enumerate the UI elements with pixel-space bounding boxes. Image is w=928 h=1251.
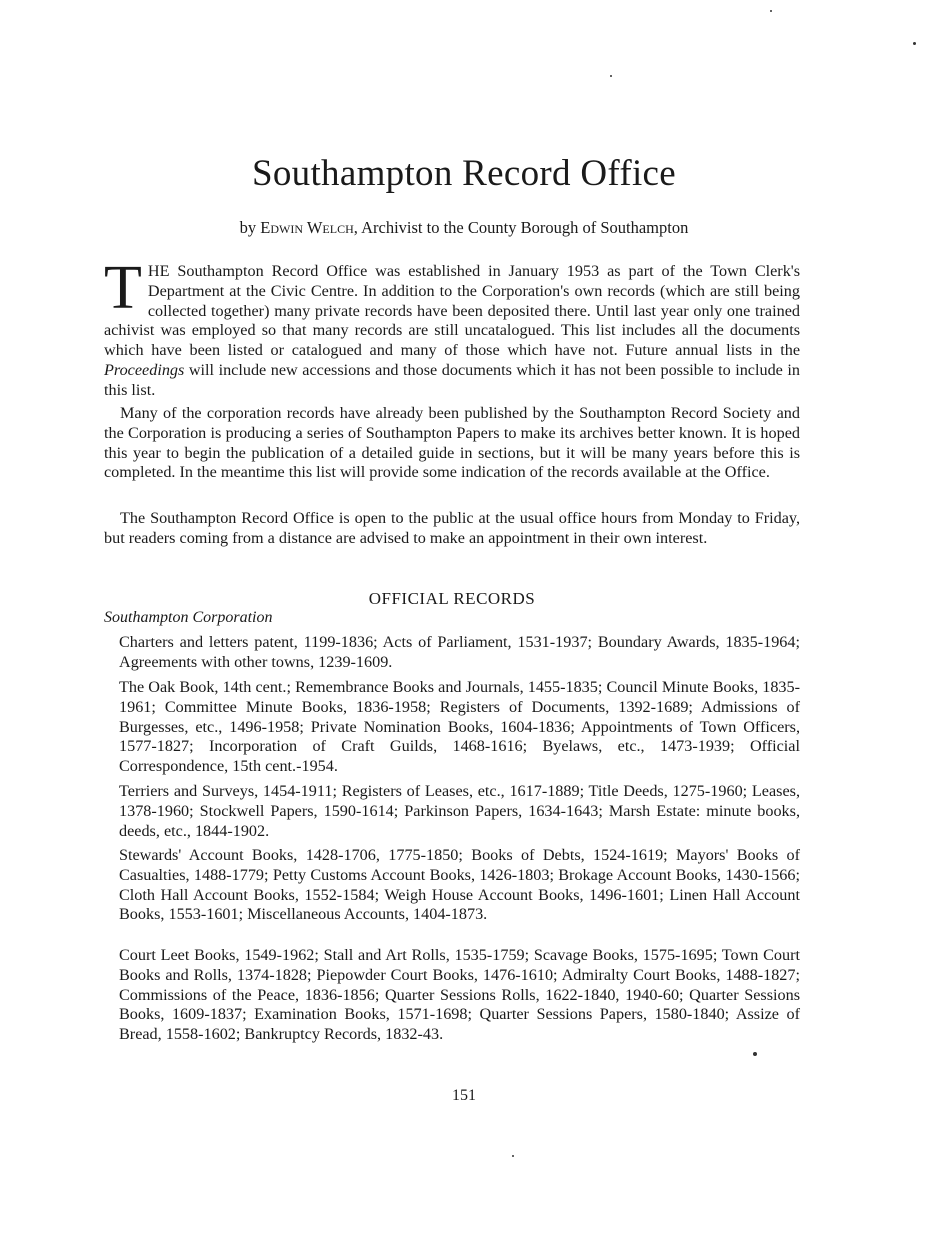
record-entry-stewards-accounts: Stewards' Account Books, 1428-1706, 1775-1850; Books of Debts, 1524-1619; Mayors' Books of Casualties, 1488-1779; Petty Customs Account Books, 1426-1803; Brokage Account Books, 1430-1566; Cloth Hall Account Books, 1552-1584; Weigh House Account Books, 1496-1601; Linen Hall Account Books, 1553-1601; Miscellaneous Accounts, 1404-1873. [119,846,800,924]
record-entry-court-books: Court Leet Books, 1549-1962; Stall and Art Rolls, 1535-1759; Scavage Books, 1575-1695; Town Court Books and Rolls, 1374-1828; Piepowder Court Books, 1476-1610; Admiralty Court Books, 1488-1827; Commissions of the Peace, 1836-1856; Quarter Sessions Rolls, 1622-1840, 1940-60; Quarter Sessions Books, 1609-1837; Examination Books, 1571-1698; Quarter Sessions Papers, 1580-1840; Assize of Bread, 1558-1602; Bankruptcy Records, 1832-43. [119,946,800,1044]
intro-paragraph-1-end: will include new accessions and those documents which it has not been possible to include in this list. [104,360,800,399]
intro-paragraph-1-text: HE Southampton Record Office was established in January 1953 as part of the Town Clerk's Department at the Civic Centre. In addition to the Corporation's own records (which are still being collected together) many private records have been deposited there. Until last year only one trained achivist was employed so that many records are still uncatalogued. This list includes all the documents which have been listed or catalogued and many of those which have not. Future annual lists in the [104,262,800,360]
intro-paragraph-3: The Southampton Record Office is open to the public at the usual office hours from Monday to Friday, but readers coming from a distance are advised to make an appointment in their own interest. [104,509,800,547]
record-entry-terriers: Terriers and Surveys, 1454-1911; Registers of Leases, etc., 1617-1889; Title Deeds, 1275-1960; Leases, 1378-1960; Stockwell Papers, 1590-1614; Parkinson Papers, 1634-1643; Marsh Estate: minute books, deeds, etc., 1844-1902. [119,782,800,840]
subsection-heading: Southampton Corporation [104,609,273,626]
byline-author: Edwin Welch [260,218,354,237]
intro-paragraph-2: Many of the corporation records have already been published by the Southampton Record Society and the Corporation is producing a series of Southampton Papers to make its archives better known. It is hoped this year to begin the publication of a detailed guide in sections, but it will be many years before this is completed. In the meantime this list will provide some indication of the records available at the Office. [104,404,800,482]
record-entry-charters: Charters and letters patent, 1199-1836; Acts of Parliament, 1531-1937; Boundary Awards, 1835-1964; Agreements with other towns, 1239-1609. [119,633,800,671]
section-heading: OFFICIAL RECORDS [368,589,536,608]
byline-prefix: by [239,218,257,237]
page-number: 151 [452,1087,476,1104]
scan-speck [753,1052,757,1056]
byline [0,218,928,238]
intro-paragraph-1 [104,254,800,401]
scan-speck [770,10,772,12]
scan-speck [913,42,916,45]
scan-speck [610,75,612,77]
proceedings-italic: Proceedings [104,360,185,379]
byline-role: , Archivist to the County Borough of Southampton [353,218,689,237]
drop-cap: T [104,254,142,322]
scan-speck [512,1155,514,1157]
page-title: Southampton Record Office [251,153,676,194]
record-entry-oak-book: The Oak Book, 14th cent.; Remembrance Books and Journals, 1455-1835; Council Minute Books, 1835-1961; Committee Minute Books, 1836-1958; Registers of Documents, 1392-1689; Admissions of Burgesses, etc., 1496-1958; Private Nomination Books, 1604-1836; Appointments of Town Officers, 1577-1827; Incorporation of Craft Guilds, 1468-1616; Byelaws, etc., 1473-1939; Official Correspondence, 15th cent.-1954. [119,678,800,776]
